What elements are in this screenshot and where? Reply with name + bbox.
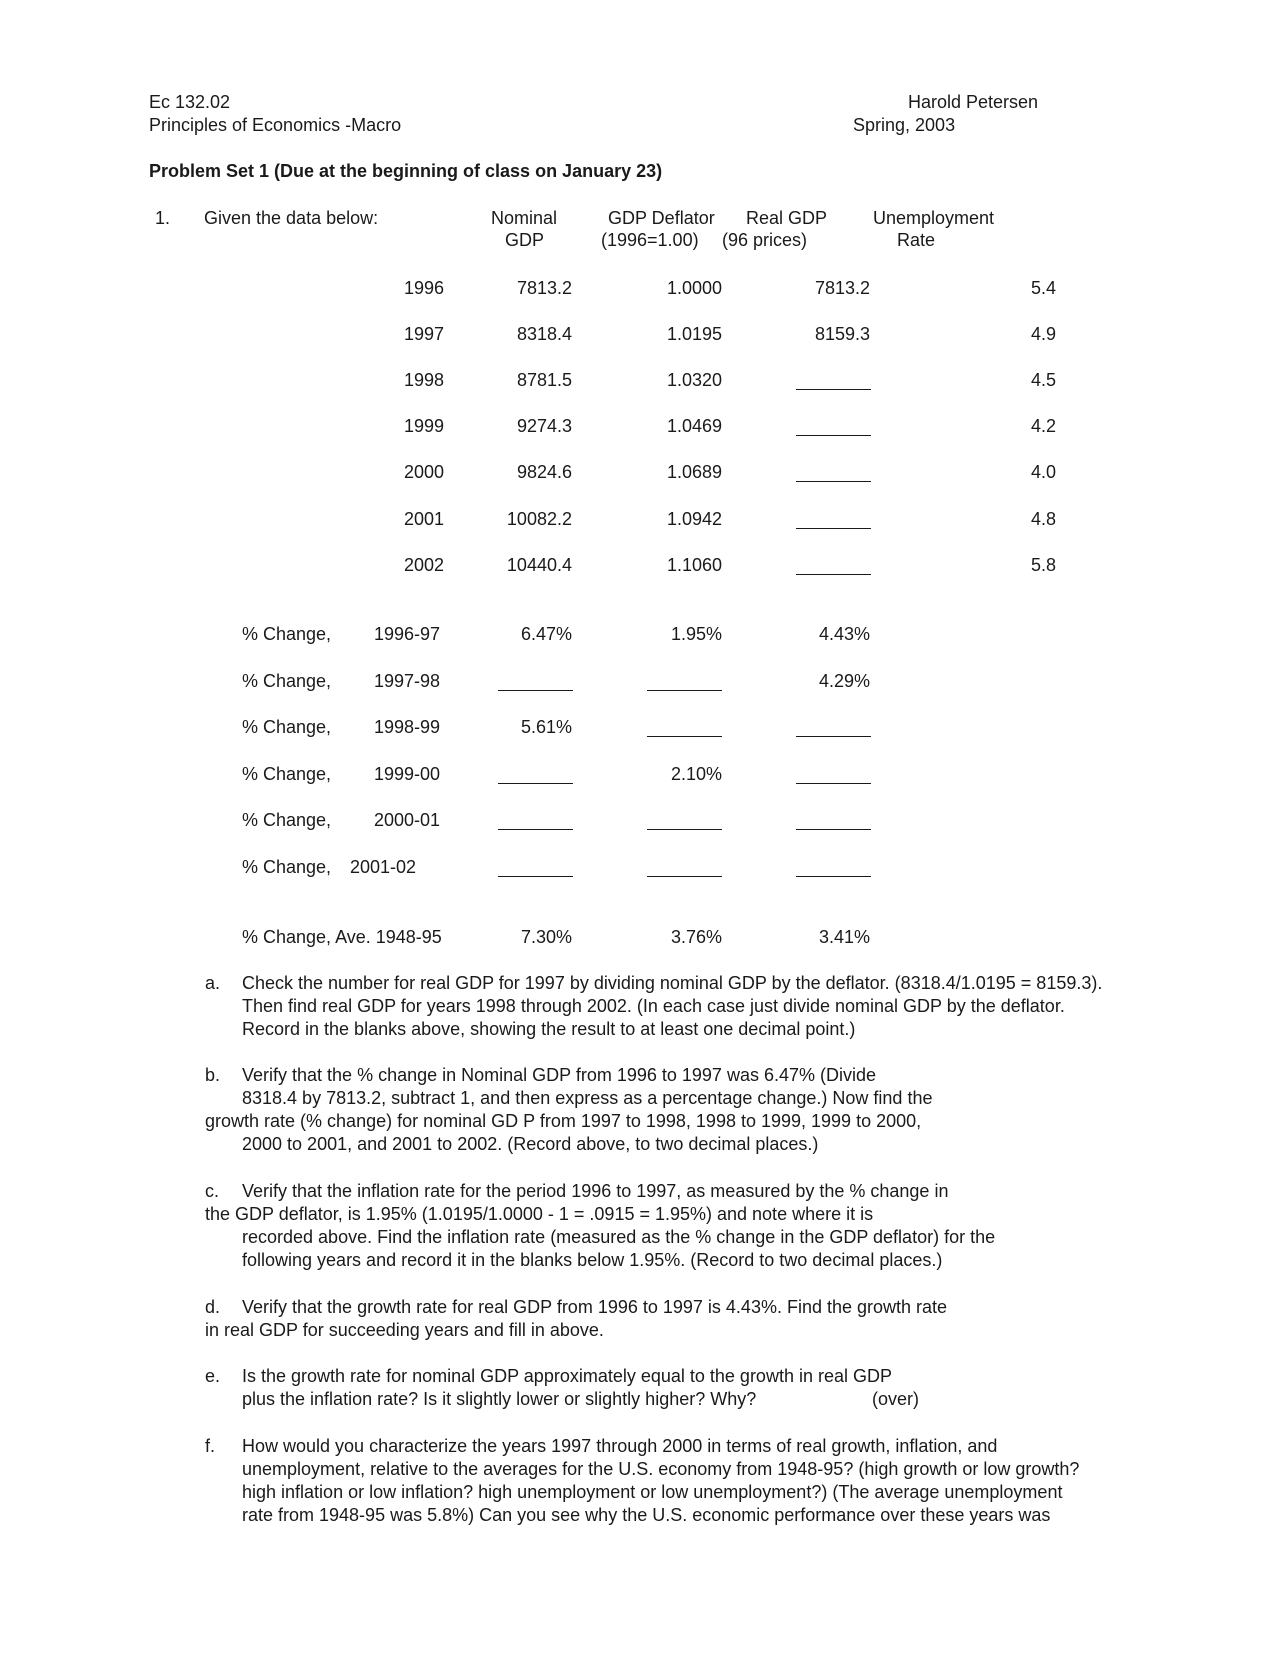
row-unemployment: 5.4 bbox=[1030, 278, 1056, 298]
row-nominal: 7813.2 bbox=[516, 278, 572, 298]
row-unemployment: 4.2 bbox=[1030, 416, 1056, 436]
part-e-letter: e. bbox=[205, 1366, 221, 1386]
part-c-text-line-4: following years and record it in the blanks below 1.95%. (Record to two decimal places.) bbox=[242, 1250, 943, 1270]
header-unemployment: Unemployment bbox=[873, 208, 995, 228]
change-nominal: 6.47% bbox=[520, 624, 572, 644]
header-deflator-sub: (1996=1.00) bbox=[601, 230, 699, 250]
row-nominal: 10440.4 bbox=[506, 555, 572, 575]
change-period: 2000-01 bbox=[374, 810, 441, 830]
part-a-letter: a. bbox=[205, 973, 221, 993]
change-nominal: 5.61% bbox=[520, 717, 572, 737]
part-f-text bbox=[242, 1435, 1079, 1527]
change-deflator: 2.10% bbox=[670, 764, 722, 784]
row-unemployment: 4.8 bbox=[1030, 509, 1056, 529]
change-real: 4.29% bbox=[818, 671, 870, 691]
term: Spring, 2003 bbox=[853, 115, 956, 135]
part-c-text-line-3: recorded above. Find the inflation rate (measured as the % change in the GDP deflator) for the bbox=[242, 1227, 996, 1247]
part-c-text-line-2: the GDP deflator, is 1.95% (1.0195/1.0000 - 1 = .0915 = 1.95%) and note where it is bbox=[205, 1204, 874, 1224]
part-b-letter: b. bbox=[205, 1065, 221, 1085]
part-a-text bbox=[242, 972, 1102, 1041]
average-real: 3.41% bbox=[818, 927, 870, 947]
real-change-blank[interactable] bbox=[796, 829, 871, 830]
header-nominal-sub: GDP bbox=[505, 230, 545, 250]
row-deflator: 1.0942 bbox=[666, 509, 722, 529]
nominal-change-blank[interactable] bbox=[498, 829, 573, 830]
row-deflator: 1.0000 bbox=[666, 278, 722, 298]
part-f-letter: f. bbox=[205, 1436, 216, 1456]
real-gdp-blank[interactable] bbox=[796, 435, 871, 436]
change-label: % Change, bbox=[242, 810, 332, 830]
header-real-sub: (96 prices) bbox=[722, 230, 808, 250]
nominal-change-blank[interactable] bbox=[498, 876, 573, 877]
course-code: Ec 132.02 bbox=[149, 92, 231, 112]
page-title: Problem Set 1 (Due at the beginning of class on January 23) bbox=[149, 161, 663, 181]
text-line: Check the number for real GDP for 1997 by dividing nominal GDP by the deflator. (8318.4/1.0195 = 8159.3). bbox=[242, 973, 1103, 993]
row-nominal: 8318.4 bbox=[516, 324, 572, 344]
row-year: 2001 bbox=[403, 509, 444, 529]
change-label: % Change, bbox=[242, 671, 332, 691]
header-real: Real GDP bbox=[746, 208, 828, 228]
change-label: % Change, bbox=[242, 717, 332, 737]
text-line: rate from 1948-95 was 5.8%) Can you see why the U.S. economic performance over these years was bbox=[242, 1505, 1051, 1525]
change-label: % Change, bbox=[242, 764, 332, 784]
question-intro: Given the data below: bbox=[204, 208, 379, 228]
row-nominal: 9274.3 bbox=[516, 416, 572, 436]
question-number: 1. bbox=[155, 208, 171, 228]
change-label: % Change, bbox=[242, 624, 332, 644]
text-line: unemployment, relative to the averages for the U.S. economy from 1948-95? (high growth or low growth? bbox=[242, 1459, 1080, 1479]
part-d-letter: d. bbox=[205, 1297, 221, 1317]
text-line: high inflation or low inflation? high unemployment or low unemployment?) (The average unemployment bbox=[242, 1482, 1063, 1502]
row-real: 7813.2 bbox=[814, 278, 870, 298]
row-nominal: 8781.5 bbox=[516, 370, 572, 390]
header-nominal: Nominal bbox=[491, 208, 558, 228]
row-nominal: 9824.6 bbox=[516, 462, 572, 482]
row-deflator: 1.0689 bbox=[666, 462, 722, 482]
row-year: 1998 bbox=[403, 370, 444, 390]
deflator-change-blank[interactable] bbox=[647, 690, 722, 691]
part-d-text-line-1: Verify that the growth rate for real GDP from 1996 to 1997 is 4.43%. Find the growth rate bbox=[242, 1297, 948, 1317]
part-e-text-line-1: Is the growth rate for nominal GDP approximately equal to the growth in real GDP bbox=[242, 1366, 892, 1386]
course-name: Principles of Economics -Macro bbox=[149, 115, 402, 135]
change-label: % Change, bbox=[242, 857, 332, 877]
over-note: (over) bbox=[872, 1389, 920, 1409]
change-deflator: 1.95% bbox=[670, 624, 722, 644]
change-period: 1997-98 bbox=[374, 671, 441, 691]
deflator-change-blank[interactable] bbox=[647, 829, 722, 830]
row-unemployment: 4.5 bbox=[1030, 370, 1056, 390]
real-gdp-blank[interactable] bbox=[796, 389, 871, 390]
part-e-text-line-2: plus the inflation rate? Is it slightly lower or slightly higher? Why? bbox=[242, 1389, 757, 1409]
part-c-text-line-1: Verify that the inflation rate for the period 1996 to 1997, as measured by the % change in bbox=[242, 1181, 949, 1201]
part-b-text-line-4: 2000 to 2001, and 2001 to 2002. (Record above, to two decimal places.) bbox=[242, 1134, 819, 1154]
row-year: 2000 bbox=[403, 462, 444, 482]
instructor-name: Harold Petersen bbox=[908, 92, 1039, 112]
deflator-change-blank[interactable] bbox=[647, 876, 722, 877]
row-nominal: 10082.2 bbox=[506, 509, 572, 529]
real-change-blank[interactable] bbox=[796, 736, 871, 737]
row-year: 1997 bbox=[403, 324, 444, 344]
deflator-change-blank[interactable] bbox=[647, 736, 722, 737]
header-unemployment-sub: Rate bbox=[897, 230, 936, 250]
text-line: How would you characterize the years 1997 through 2000 in terms of real growth, inflation, and bbox=[242, 1436, 998, 1456]
nominal-change-blank[interactable] bbox=[498, 783, 573, 784]
part-b-text-line-3: growth rate (% change) for nominal GD P from 1997 to 1998, 1998 to 1999, 1999 to 2000, bbox=[205, 1111, 922, 1131]
row-unemployment: 4.0 bbox=[1030, 462, 1056, 482]
row-year: 2002 bbox=[403, 555, 444, 575]
average-deflator: 3.76% bbox=[670, 927, 722, 947]
text-line: Record in the blanks above, showing the result to at least one decimal point.) bbox=[242, 1019, 856, 1039]
row-unemployment: 5.8 bbox=[1030, 555, 1056, 575]
real-gdp-blank[interactable] bbox=[796, 481, 871, 482]
real-change-blank[interactable] bbox=[796, 876, 871, 877]
change-real: 4.43% bbox=[818, 624, 870, 644]
header-deflator: GDP Deflator bbox=[608, 208, 715, 228]
real-gdp-blank[interactable] bbox=[796, 574, 871, 575]
row-deflator: 1.0195 bbox=[666, 324, 722, 344]
average-label: % Change, Ave. 1948-95 bbox=[242, 927, 442, 947]
part-b-text-line-2: 8318.4 by 7813.2, subtract 1, and then express as a percentage change.) Now find the bbox=[242, 1088, 933, 1108]
change-period: 1996-97 bbox=[374, 624, 441, 644]
row-unemployment: 4.9 bbox=[1030, 324, 1056, 344]
part-c-letter: c. bbox=[205, 1181, 220, 1201]
average-nominal: 7.30% bbox=[520, 927, 572, 947]
change-period: 1998-99 bbox=[374, 717, 441, 737]
real-change-blank[interactable] bbox=[796, 783, 871, 784]
change-period: 1999-00 bbox=[374, 764, 441, 784]
row-deflator: 1.0320 bbox=[666, 370, 722, 390]
part-d-text-line-2: in real GDP for succeeding years and fill in above. bbox=[205, 1320, 604, 1340]
row-deflator: 1.1060 bbox=[666, 555, 722, 575]
nominal-change-blank[interactable] bbox=[498, 690, 573, 691]
row-deflator: 1.0469 bbox=[666, 416, 722, 436]
change-period: 2001-02 bbox=[350, 857, 417, 877]
row-year: 1996 bbox=[403, 278, 444, 298]
part-b-text-line-1: Verify that the % change in Nominal GDP from 1996 to 1997 was 6.47% (Divide bbox=[242, 1065, 877, 1085]
row-real: 8159.3 bbox=[814, 324, 870, 344]
real-gdp-blank[interactable] bbox=[796, 528, 871, 529]
text-line: Then find real GDP for years 1998 through 2002. (In each case just divide nominal GDP by the deflator. bbox=[242, 996, 1065, 1016]
row-year: 1999 bbox=[403, 416, 444, 436]
